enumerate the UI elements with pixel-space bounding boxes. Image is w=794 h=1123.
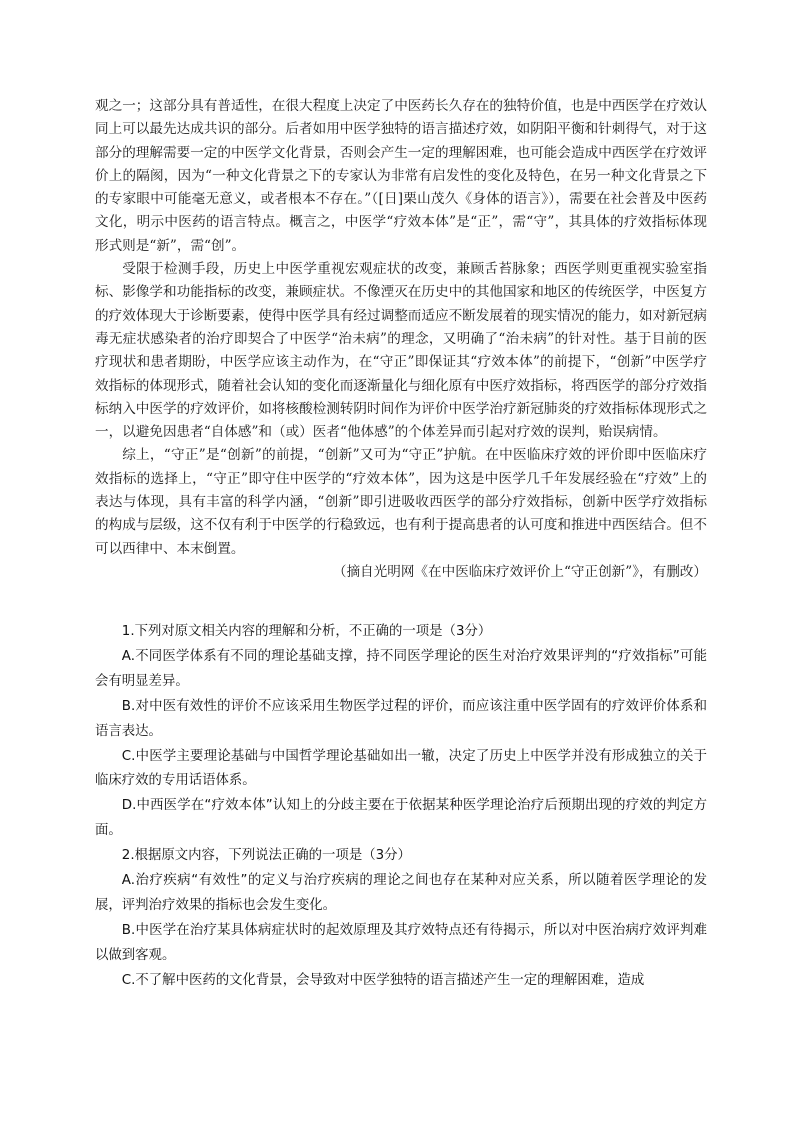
article-source: （摘自光明网《在中医临床疗效评价上“守正创新”》，有删改） [332,563,707,580]
article-paragraph-3: 综上，“守正”是“创新”的前提，“创新”又可为“守正”护航。在中医临床疗效的评价即中医临床疗效指标的选择上，“守正”即守住中医学的“疗效本体”，因为这是中医学几千年发展经验在“疗效”上的表达与体现，具有丰富的科学内涵，“创新”即引进吸收西医学的部分疗效指标，创新中医学疗效指标的构成与层级，这不仅有利于中医学的行稳致远，也有利于提高患者的认可度和推进中西医结合。但不可以西律中、本末倒置。 [95,447,707,557]
question-1-option-d: D.中西医学在“疗效本体”认知上的分歧主要在于依据某种医学理论治疗后预期出现的疗效的判定方面。 [95,798,707,839]
article-paragraph-2: 受限于检测手段，历史上中医学重视宏观症状的改变，兼顾舌苔脉象；西医学则更重视实验室指标、影像学和功能指标的改变，兼顾症状。不像湮灭在历史中的其他国家和地区的传统医学，中医复方的疗效体现大于诊断要素，使得中医学具有经过调整而适应不断发展着的现实情况的能力，如对新冠病毒无症状感染者的治疗即契合了中医学“治未病”的理念，又明确了“治未病”的针对性。基于目前的医疗现状和患者期盼，中医学应该主动作为，在“守正”即保证其“疗效本体”的前提下，“创新”中医学疗效指标的体现形式，随着社会认知的变化而逐渐量化与细化原有中医疗效指标，将西医学的部分疗效指标纳入中医学的疗效评价，如将核酸检测转阴时间作为评价中医学治疗新冠肺炎的疗效指标体现形式之一，以避免因患者“自体感”和（或）医者“他体感”的个体差异而引起对疗效的误判，贻误病情。 [95,261,707,441]
question-2-stem: 2.根据原文内容，下列说法正确的一项是（3分） [121,848,411,864]
question-1-stem: 1.下列对原文相关内容的理解和分析，不正确的一项是（3分） [121,624,492,639]
article-paragraph-1: 观之一；这部分具有普适性，在很大程度上决定了中医药长久存在的独特价值，也是中西医学在疗效认同上可以最先达成共识的部分。后者如用中医学独特的语言描述疗效，如阴阳平衡和针刺得气，对于这部分的理解需要一定的中医学文化背景，否则会产生一定的理解困难，也可能会造成中西医学在疗效评价上的隔阂，因为“一种文化背景之下的专家认为非常有启发性的变化及特色，在另一种文化背景之下的专家眼中可能毫无意义，或者根本不存在。”（[日]栗山茂久《身体的语言》），需要在社会普及中医药文化，明示中医药的语言特点。概言之，中医学“疗效本体”是“正”，需“守”，其具体的疗效指标体现形式则是“新”，需“创”。 [95,98,707,254]
question-1-option-c: C.中医学主要理论基础与中国哲学理论基础如出一辙，决定了历史上中医学并没有形成独立的关于临床疗效的专用话语体系。 [95,748,707,789]
question-1-option-a: A.不同医学体系有不同的理论基础支撑，持不同医学理论的医生对治疗效果评判的“疗效指标”可能会有明显差异。 [95,648,707,689]
article-body [95,95,707,584]
question-2-option-b: B.中医学在治疗某具体病症状时的起效原理及其疗效特点还有待揭示，所以对中医治病疗效评判难以做到客观。 [95,922,707,963]
question-1-option-b: B.对中医有效性的评价不应该采用生物医学过程的评价，而应该注重中医学固有的疗效评价体系和语言表达。 [95,698,707,739]
question-2-option-c: C.不了解中医药的文化背景，会导致对中医学独特的语言描述产生一定的理解困难，造成 [121,972,645,988]
questions-section [95,620,707,994]
question-2-option-a: A.治疗疾病“有效性”的定义与治疗疾病的理论之间也存在某种对应关系，所以随着医学理论的发展，评判治疗效果的指标也会发生变化。 [95,873,707,913]
